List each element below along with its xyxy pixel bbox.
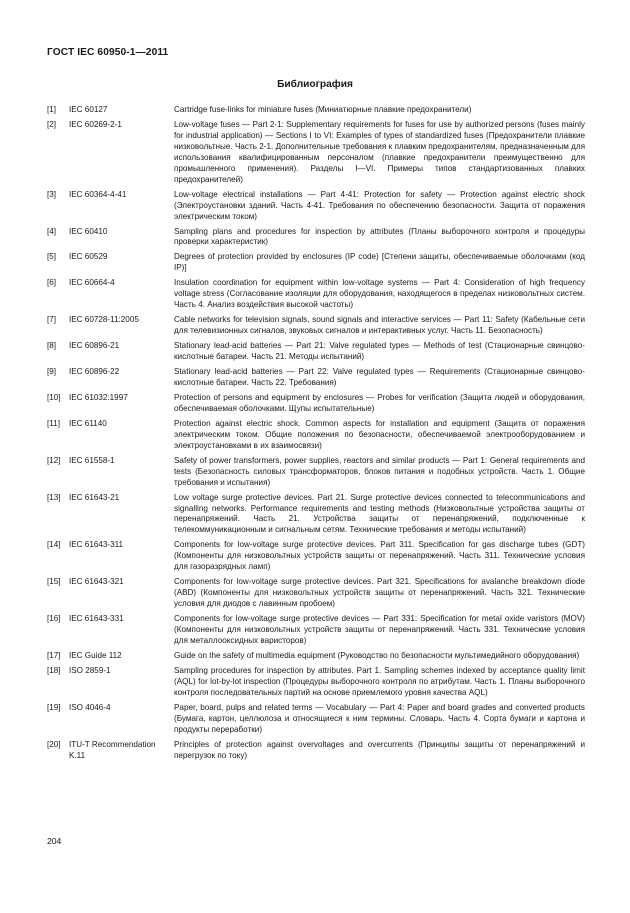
bibliography-entry (47, 315, 585, 337)
entry-number: [11] (47, 418, 60, 428)
entry-standard-code: IEC 60896-21 (69, 341, 120, 351)
entry-standard-code: IEC 60529 (69, 252, 108, 262)
bibliography-entry (47, 456, 585, 489)
entry-number: [17] (47, 650, 61, 660)
entry-number: [7] (47, 315, 57, 325)
entry-standard-code: IEC 60896-22 (69, 367, 120, 377)
entry-description: Components for low-voltage surge protective devices — Part 331: Specification for metal oxide varistors (MOV) (Компоненты для низковольтных устройств защиты от перенапряжений. Часть 331. Технические условия для металлооксидных варисторов) (174, 614, 585, 645)
bibliography-entry (47, 341, 585, 363)
entry-description: Paper, board, pulps and related terms — Vocabulary — Part 4: Paper and board grades and converted products (Бумага, картон, целлюлоза и относящиеся к ним термины. Словарь. Часть 4. Сорта бумаги и картона и продукты переработки) (174, 702, 585, 734)
entry-description: Principles of protection against overvoltages and overcurrents (Принципы защиты от перенапряжений и перегрузок по току) (174, 739, 585, 760)
entry-description: Cable networks for television signals, sound signals and interactive services — Part 11: Safety (Кабельные сети для телевизионных сигналов, звуковых сигналов и интерактивных услуг. Часть 11. Безопасность) (174, 315, 585, 336)
entry-description: Cartridge fuse-links for miniature fuses (Миниатюрные плавкие предохранители) (174, 105, 472, 114)
bibliography-entry (47, 666, 585, 699)
entry-standard-code: IEC 60127 (69, 105, 108, 114)
entry-standard-code: IEC 61140 (69, 418, 107, 428)
bibliography-entry (47, 190, 585, 223)
entry-number: [18] (47, 665, 61, 675)
entry-description: Sampling procedures for inspection by attributes. Part 1. Sampling schemes indexed by acceptance quality limit (AQL) for lot-by-lot inspection (Процедуры выборочного контроля по атрибутам. Часть 1. Планы выборочного контроля последовательных партий на основе приемлемого уровня качества AQL) (174, 665, 585, 697)
bibliography-entry (47, 367, 585, 389)
bibliography-entry (47, 227, 585, 249)
bibliography-entry (47, 703, 585, 736)
entry-standard-code: ISO 2859-1 (69, 665, 111, 675)
bibliography-entry (47, 120, 585, 186)
entry-standard-code: IEC 60410 (69, 226, 108, 236)
entry-standard-code: IEC 60664-4 (69, 278, 115, 288)
bibliography-entry (47, 493, 585, 537)
entry-standard-code: IEC 60364-4-41 (69, 189, 127, 199)
entry-number: [2] (47, 119, 57, 129)
entry-standard-code: IEC Guide 112 (69, 650, 122, 660)
entry-description: Sampling plans and procedures for inspection by attributes (Планы выборочного контроля и процедуры проверки характеристик) (174, 226, 585, 247)
entry-number: [14] (47, 540, 61, 550)
entry-standard-code: IEC 61032:1997 (69, 392, 128, 402)
bibliography-entry (47, 252, 585, 274)
entry-standard-code: IEC 61643-321 (69, 577, 124, 587)
entry-description: Insulation coordination for equipment within low-voltage systems — Part 4: Consideration of high frequency voltage stress (Согласование изоляции для оборудования, находящегося в пределах низковольтных систем. Часть 4. Анализ воздействия высокой частоты) (174, 278, 585, 310)
entry-description: Degrees of protection provided by enclosures (IP code) [Степени защиты, обеспечиваемые оболочками (код IP)] (174, 252, 585, 273)
entry-standard-code: ITU-T Recommendation K.11 (69, 739, 156, 760)
entry-number: [6] (47, 278, 57, 288)
entry-standard-code: IEC 60728-11:2005 (69, 315, 139, 325)
entry-standard-code: IEC 60269-2-1 (69, 119, 122, 129)
entry-number: [4] (47, 226, 57, 236)
bibliography-entry (47, 278, 585, 311)
bibliography-list (47, 105, 585, 766)
entry-description: Low-voltage electrical installations — Part 4-41: Protection for safety — Protection against electric shock (Электроустановки зданий. Часть 4-41. Требования по обеспечению безопасности. Защита от поражения электрическим током) (174, 189, 585, 221)
entry-description: Stationary lead-acid batteries — Part 21: Valve regulated types — Methods of test (Стационарные свинцово-кислотные батареи. Часть 21. Методы испытаний) (174, 341, 585, 362)
entry-standard-code: ISO 4046-4 (69, 702, 111, 712)
entry-standard-code: IEC 61558-1 (69, 455, 115, 465)
section-title: Библиография (277, 79, 353, 90)
entry-number: [13] (47, 492, 61, 502)
entry-number: [16] (47, 614, 61, 624)
entry-description: Stationary lead-acid batteries — Part 22: Valve regulated types — Requirements (Стационарные свинцово-кислотные батареи. Часть 22. Требования) (174, 367, 585, 387)
entry-standard-code: IEC 61643-331 (69, 614, 124, 624)
entry-number: [1] (47, 105, 57, 114)
entry-description: Low-voltage fuses — Part 2-1: Supplementary requirements for fuses for use by authorized persons (fuses mainly for industrial application) — Sections I to VI: Examples of types of standardized fuses (Предохранители плавкие низковольтные. Часть 2-1. Дополнительные требования к плавким предохранителям, предназначенным для использования квалифицированным персоналом (плавкие предохранители преимущественно для промышленного применения). Разделы I—VI. Примеры типов стандартизованных плавких предохранителей) (174, 119, 585, 184)
entry-number: [19] (47, 702, 61, 712)
standard-designation: ГОСТ IEC 60950-1—2011 (47, 47, 169, 58)
entry-number: [9] (47, 367, 57, 377)
entry-number: [20] (47, 739, 61, 749)
entry-standard-code: IEC 61643-311 (69, 540, 124, 550)
entry-number: [8] (47, 341, 57, 351)
bibliography-entry (47, 105, 585, 116)
entry-number: [12] (47, 455, 61, 465)
bibliography-entry (47, 393, 585, 415)
entry-standard-code: IEC 61643-21 (69, 492, 120, 502)
bibliography-entry (47, 540, 585, 573)
bibliography-entry (47, 614, 585, 647)
entry-number: [5] (47, 252, 57, 262)
entry-description: Low voltage surge protective devices. Part 21. Surge protective devices connected to telecommunications and signalling networks. Performance requirements and testing methods (Низковольтные устройства защиты от перенапряжений. Часть 21. Устройства защиты от перенапряжений, подключенные к телекоммуникационным и сигнальным сетям. Технические требования и методы испытаний) (174, 492, 585, 535)
bibliography-entry (47, 740, 585, 762)
entry-description: Protection against electric shock. Common aspects for installation and equipment (Защита от поражения электрическим током. Общие положения по безопасности, обеспечиваемой электрооборудованием и электроустановками в их взаимосвязи) (174, 418, 585, 450)
entry-number: [15] (47, 577, 61, 587)
entry-description: Components for low-voltage surge protective devices. Part 321. Specifications for avalanche breakdown diode (ABD) (Компоненты для низковольтных устройств защиты от перенапряжений. Часть 321. Технические условия для диодов с лавинным пробоем) (174, 577, 585, 609)
entry-number: [3] (47, 189, 57, 199)
bibliography-entry (47, 577, 585, 610)
page-number: 204 (47, 836, 62, 846)
bibliography-entry (47, 651, 585, 662)
entry-description: Protection of persons and equipment by enclosures — Probes for verification (Защита людей и оборудования, обеспечиваемая оболочками. Щупы испытательные) (174, 392, 585, 413)
bibliography-entry (47, 419, 585, 452)
entry-description: Safety of power transformers, power supplies, reactors and similar products — Part 1: General requirements and tests (Безопасность силовых трансформаторов, блоков питания и подобных устройств. Часть 1. Общие требования и испытания) (174, 455, 585, 487)
entry-description: Components for low-voltage surge protective devices. Part 311. Specification for gas discharge tubes (GDT) (Компоненты для низковольтных устройств защиты от перенапряжений. Часть 311. Технические условия для газоразрядных ламп) (174, 540, 585, 572)
entry-number: [10] (47, 392, 61, 402)
entry-description: Guide on the safety of multimedia equipment (Руководство по безопасности мультимедийного оборудования) (174, 650, 580, 660)
